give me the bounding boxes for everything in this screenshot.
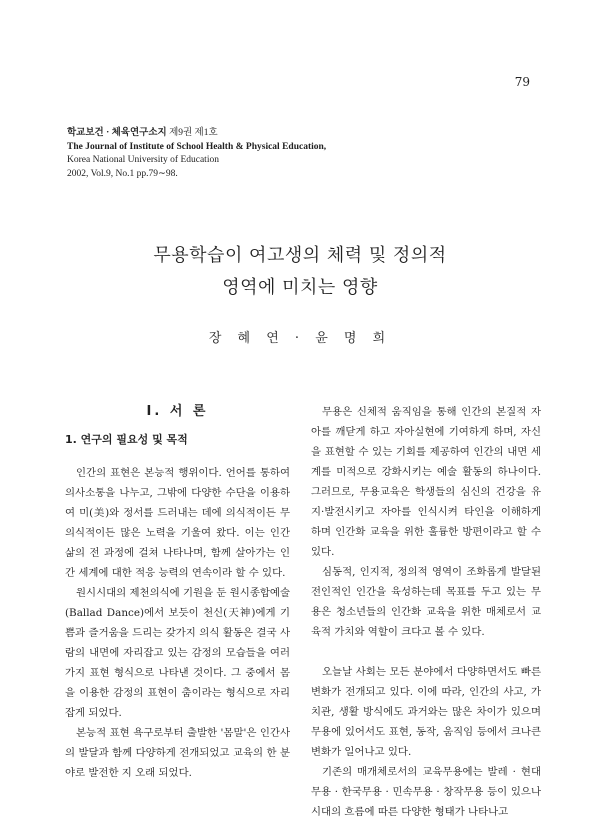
paragraph: 본능적 표현 욕구로부터 출발한 '몸말'은 인간사의 발달과 함께 다양하게 전개되었고 교육의 한 분야로 발전한 지 오래 되었다. <box>65 727 290 779</box>
paper-title <box>0 240 600 304</box>
journal-name-kr: 학교보건 · 체육연구소지 <box>67 128 167 138</box>
page-number: 79 <box>514 75 530 89</box>
journal-info <box>67 127 326 181</box>
journal-institution: Korea National University of Education <box>67 155 219 165</box>
paragraph: 원시시대의 제천의식에 기원을 둔 원시종합예술(Ballad Dance)에서 보듯이 천신(天神)에게 기쁨과 즐거움을 드리는 갖가지 의식 활동은 결국 사람의 내면에 자리잡고 있는 감정의 모습들을 여러 가지 표현 형식으로 나타낸 것이다. 그 중에서 몸을 이용한 감정의 표현이 춤이라는 형식으로 자리잡게 되었다. <box>65 587 290 719</box>
journal-name-en: The Journal of Institute of School Health & Physical Education, <box>67 141 327 152</box>
paragraph: 기존의 매개체로서의 교육무용에는 발레 · 현대무용 · 한국무용 · 민속무용 · 창작무용 등이 있으나 시대의 흐름에 따른 다양한 형태가 나타나고 <box>311 766 541 818</box>
paragraph: 오늘날 사회는 모든 분야에서 다양하면서도 빠른 변화가 전개되고 있다. 이에 따라, 인간의 사고, 가치관, 생활 방식에도 과거와는 많은 차이가 있으며 무용에 있어서도 표현, 동작, 움직임 등에서 크나큰 변화가 일어나고 있다. <box>311 666 541 758</box>
journal-volume-kr: 제9권 제1호 <box>166 128 218 138</box>
title-line-1: 무용학습이 여고생의 체력 및 정의적 <box>153 245 447 266</box>
paragraph: 심동적, 인지적, 정의적 영역이 조화롭게 발달된 전인적인 인간을 육성하는데 목표를 두고 있는 무용은 청소년들의 인간화 교육을 위한 매체로서 교육적 가치와 역할이 크다고 볼 수 있다. <box>311 566 541 638</box>
title-line-2: 영역에 미치는 영향 <box>222 277 378 298</box>
journal-citation: 2002, Vol.9, No.1 pp.79∼98. <box>67 168 178 179</box>
subsection-heading: 1. 연구의 필요성 및 목적 <box>65 433 188 446</box>
right-column <box>311 402 541 822</box>
paragraph: 인간의 표현은 본능적 행위이다. 언어를 통하여 의사소통을 나누고, 그밖에 다양한 수단을 이용하여 미(美)와 정서를 드러내는 데에 의식적이든 무의식적이든 많은 노력을 기울여 왔다. 이는 인간 삶의 전 과정에 걸쳐 나타나며, 함께 살아가는 인간 세계에 대한 적응 능력의 연속이라 할 수 있다. <box>65 467 290 579</box>
journal-line-kr <box>67 127 326 141</box>
paragraph: 무용은 신체적 움직임을 통해 인간의 본질적 자아를 깨닫게 하고 자아실현에 기여하게 하며, 자신을 표현할 수 있는 기회를 제공하여 인간의 내면 세계를 미적으로 강화시키는 예술 활동의 하나이다. 그러므로, 무용교육은 학생들의 심신의 건강을 유지·발전시키고 자아를 인식시켜 타인을 이해하게 하며 인간화 교육을 위한 훌륭한 방편이라고 할 수 있다. <box>311 406 541 558</box>
paragraph-gap <box>311 642 541 662</box>
authors: 장 혜 연 · 윤 명 희 <box>208 331 392 346</box>
left-column <box>65 402 290 783</box>
section-heading: Ⅰ. 서 론 <box>146 404 209 419</box>
